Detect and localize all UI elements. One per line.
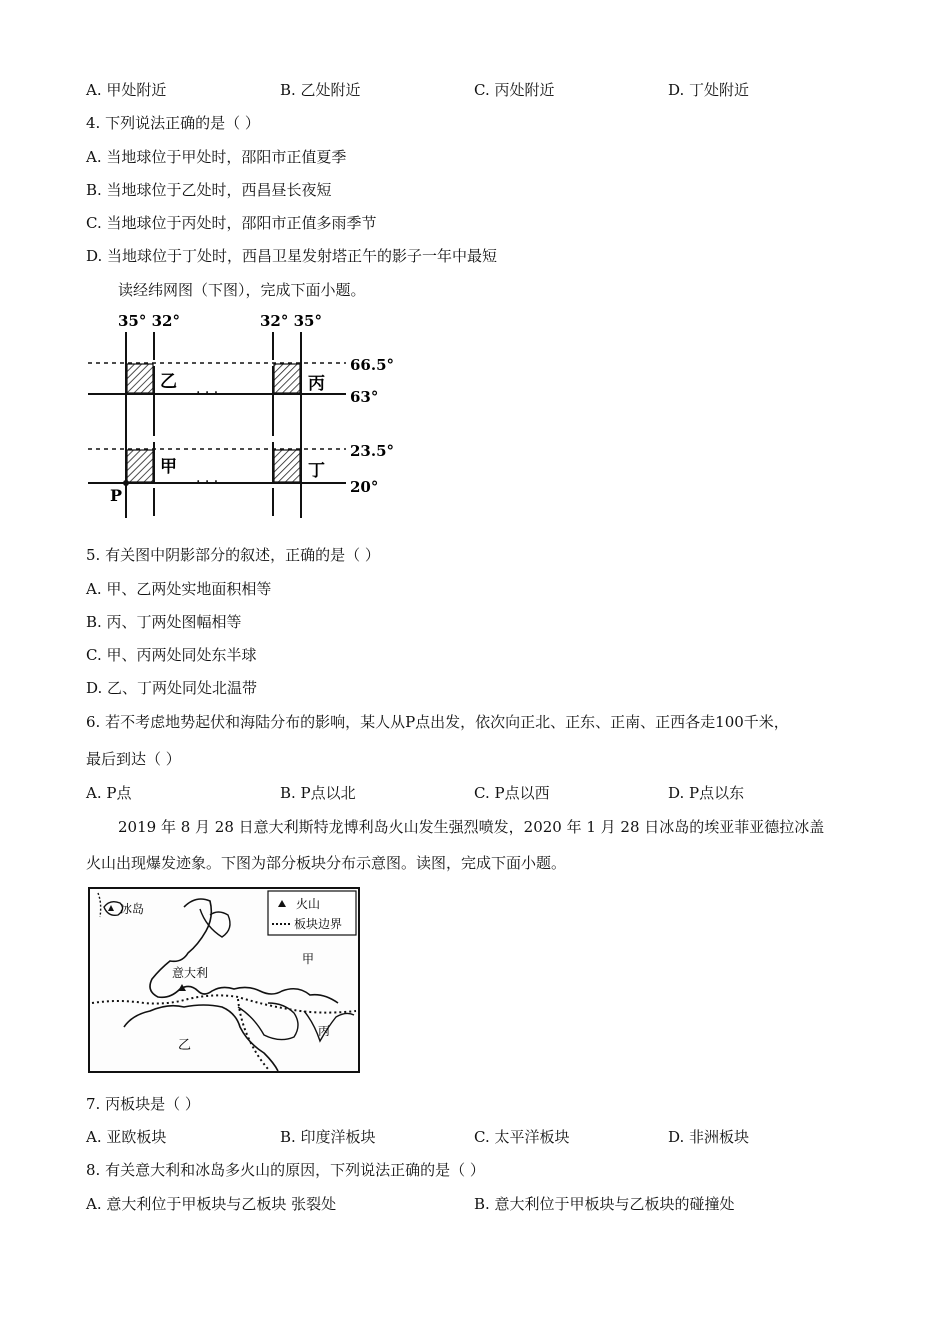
q4-option-b: B. 当地球位于乙处时，西昌昼长夜短 bbox=[86, 181, 332, 199]
legend-volcano-label: 火山 bbox=[296, 897, 321, 911]
lat-label-20: 20° bbox=[350, 478, 379, 496]
q4-option-d: D. 当地球位于丁处时，西昌卫星发射塔正午的影子一年中最短 bbox=[86, 247, 498, 265]
cell-label-yi: 乙 bbox=[160, 372, 177, 392]
q6-option-b: B. P点以北 bbox=[280, 784, 356, 802]
q3-option-b: B. 乙处附近 bbox=[280, 81, 361, 99]
q7-stem: 7. 丙板块是（ ） bbox=[86, 1095, 200, 1113]
plate-map-figure bbox=[88, 887, 360, 1073]
q6-stem-line1: 6. 若不考虑地势起伏和海陆分布的影响，某人从P点出发，依次向正北、正东、正南、正西各走100千米， bbox=[86, 713, 789, 731]
plate-label-yi: 乙 bbox=[178, 1038, 192, 1053]
plate-label-bing: 丙 bbox=[318, 1024, 331, 1038]
q5-option-b: B. 丙、丁两处图幅相等 bbox=[86, 613, 242, 631]
cell-label-bing: 丙 bbox=[308, 374, 325, 394]
q7-option-c: C. 太平洋板块 bbox=[474, 1128, 570, 1146]
q5-option-a: A. 甲、乙两处实地面积相等 bbox=[86, 580, 272, 598]
legend-boundary-label: 板块边界 bbox=[294, 917, 343, 931]
q5-option-d: D. 乙、丁两处同处北温带 bbox=[86, 679, 258, 697]
q6-option-c: C. P点以西 bbox=[474, 784, 550, 802]
point-p-label: P bbox=[110, 486, 123, 505]
iceland-label: 冰岛 bbox=[120, 902, 145, 916]
q3-option-d: D. 丁处附近 bbox=[668, 81, 750, 99]
volcano-intro-line1: 2019 年 8 月 28 日意大利斯特龙博利岛火山发生强烈喷发，2020 年 1 月 28 日冰岛的埃亚菲亚德拉冰盖 bbox=[118, 818, 825, 836]
cell-ding bbox=[274, 450, 300, 482]
cell-label-jia: 甲 bbox=[160, 457, 177, 477]
q4-option-c: C. 当地球位于丙处时，邵阳市正值多雨季节 bbox=[86, 214, 377, 232]
q3-option-c: C. 丙处附近 bbox=[474, 81, 555, 99]
q5-stem: 5. 有关图中阴影部分的叙述，正确的是（ ） bbox=[86, 546, 380, 564]
lon-label-right: 32° 35° bbox=[260, 312, 322, 330]
q8-option-b: B. 意大利位于甲板块与乙板块的碰撞处 bbox=[474, 1195, 735, 1213]
q4-option-a: A. 当地球位于甲处时，邵阳市正值夏季 bbox=[86, 148, 347, 166]
q3-option-a: A. 甲处附近 bbox=[86, 81, 167, 99]
italy-label: 意大利 bbox=[172, 966, 209, 980]
cell-bing bbox=[274, 364, 300, 393]
cell-label-ding: 丁 bbox=[308, 461, 325, 481]
q8-option-a: A. 意大利位于甲板块与乙板块 张裂处 bbox=[86, 1195, 337, 1213]
q6-option-d: D. P点以东 bbox=[668, 784, 745, 802]
dots-bottom: · · · bbox=[196, 474, 219, 490]
q7-option-b: B. 印度洋板块 bbox=[280, 1128, 376, 1146]
cell-jia bbox=[127, 450, 153, 482]
cell-yi bbox=[127, 364, 153, 393]
q8-stem: 8. 有关意大利和冰岛多火山的原因，下列说法正确的是（ ） bbox=[86, 1161, 485, 1179]
q6-stem-line2: 最后到达（ ） bbox=[86, 750, 181, 768]
lat-label-63: 63° bbox=[350, 388, 379, 406]
lat-label-66-5: 66.5° bbox=[350, 356, 395, 374]
point-p-marker bbox=[123, 480, 129, 486]
grid-intro: 读经纬网图（下图），完成下面小题。 bbox=[118, 281, 366, 299]
q5-option-c: C. 甲、丙两处同处东半球 bbox=[86, 646, 257, 664]
q4-stem: 4. 下列说法正确的是（ ） bbox=[86, 114, 260, 132]
q7-option-a: A. 亚欧板块 bbox=[86, 1128, 167, 1146]
q7-option-d: D. 非洲板块 bbox=[668, 1128, 750, 1146]
plate-label-jia: 甲 bbox=[302, 952, 315, 966]
q6-option-a: A. P点 bbox=[86, 784, 132, 802]
lat-lon-grid-figure bbox=[84, 308, 404, 523]
lat-label-23-5: 23.5° bbox=[350, 442, 395, 460]
volcano-intro-line2: 火山出现爆发迹象。下图为部分板块分布示意图。读图，完成下面小题。 bbox=[86, 854, 567, 872]
dots-top: · · · bbox=[196, 385, 219, 401]
lon-label-left: 35° 32° bbox=[118, 312, 180, 330]
